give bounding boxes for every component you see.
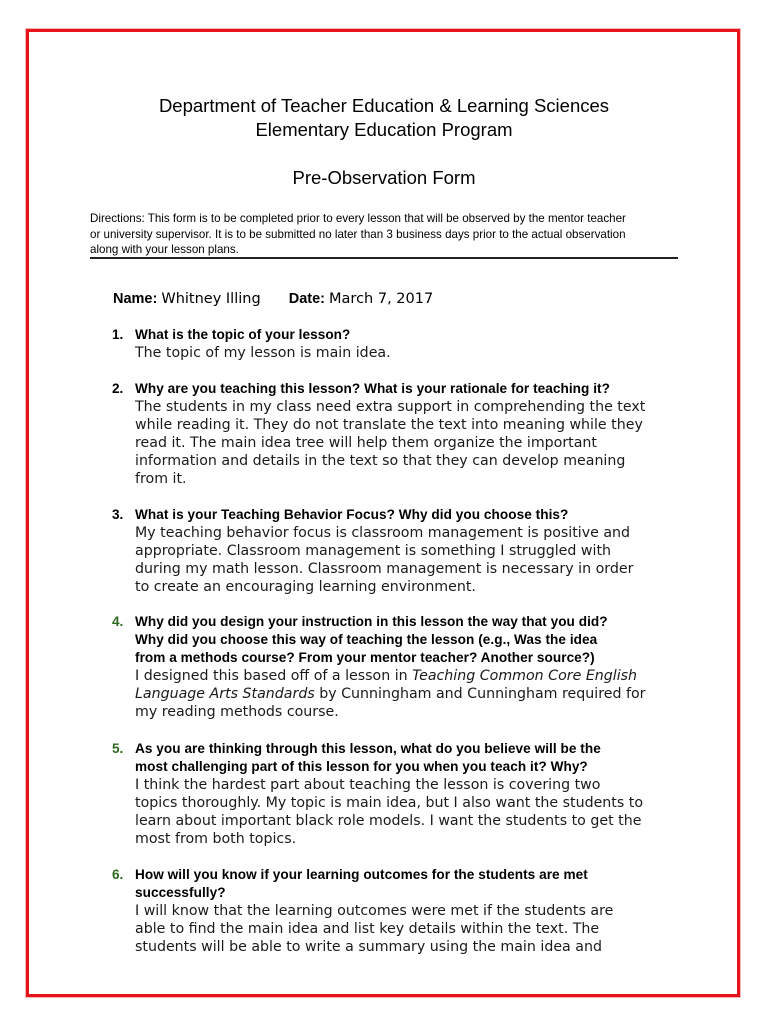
- answer-line: appropriate. Classroom management is something I struggled with: [135, 543, 612, 559]
- question-block-5: [112, 740, 692, 848]
- book-title-italic: Teaching Common Core English: [412, 668, 638, 684]
- question-block-4: [112, 613, 692, 721]
- question-number: 3.: [112, 507, 124, 522]
- form-title: Pre-Observation Form: [292, 167, 476, 188]
- answer-segment: by Cunningham and Cunningham required for: [314, 686, 646, 702]
- question-number: 1.: [112, 327, 124, 342]
- name-date-row: [113, 290, 433, 308]
- question-number: 6.: [112, 867, 124, 882]
- question-text: [135, 326, 692, 344]
- answer-segment: I designed this based off of a lesson in: [135, 668, 413, 684]
- answer-line: topics thoroughly. My topic is main idea, but I also want the students to: [135, 795, 644, 811]
- answer-line: [135, 667, 692, 685]
- header-divider: [90, 257, 678, 259]
- question-text: [135, 866, 692, 902]
- answer-line: My teaching behavior focus is classroom management is positive and: [135, 525, 631, 541]
- question-text: [135, 740, 692, 776]
- question-line: most challenging part of this lesson for you when you teach it? Why?: [135, 759, 588, 774]
- directions-line: Directions: This form is to be completed prior to every lesson that will be observed by the mentor teacher: [90, 212, 626, 225]
- answer-text: [135, 902, 692, 956]
- answer-line: during my math lesson. Classroom management is necessary in order: [135, 561, 634, 577]
- answer-line: The students in my class need extra support in comprehending the text: [135, 399, 646, 415]
- answer-line: information and details in the text so that they can develop meaning: [135, 453, 626, 469]
- answer-line: most from both topics.: [135, 831, 297, 847]
- answer-line: from it.: [135, 471, 187, 487]
- question-block-1: [112, 326, 692, 362]
- question-line: Why are you teaching this lesson? What is your rationale for teaching it?: [135, 381, 610, 396]
- answer-line: read it. The main idea tree will help them organize the important: [135, 435, 597, 451]
- question-block-3: [112, 506, 692, 596]
- book-title-italic: Language Arts Standards: [135, 686, 315, 702]
- answer-line: learn about important black role models. I want the students to get the: [135, 813, 642, 829]
- question-text: [135, 613, 692, 667]
- directions-text: [90, 211, 680, 258]
- answer-line: to create an encouraging learning environment.: [135, 579, 476, 595]
- question-line: successfully?: [135, 885, 226, 900]
- question-line: Why did you choose this way of teaching the lesson (e.g., Was the idea: [135, 632, 598, 647]
- directions-line: or university supervisor. It is to be submitted no later than 3 business days prior to the actual observation: [90, 227, 626, 241]
- answer-line: able to find the main idea and list key details within the text. The: [135, 921, 600, 937]
- program-title: Elementary Education Program: [255, 119, 513, 140]
- question-text: [135, 506, 692, 524]
- date-value: March 7, 2017: [329, 291, 434, 307]
- answer-line: while reading it. They do not translate the text into meaning while they: [135, 417, 643, 433]
- question-block-2: [112, 380, 692, 488]
- question-line: from a methods course? From your mentor teacher? Another source?): [135, 650, 595, 665]
- question-text: [135, 380, 692, 398]
- answer-text: [135, 776, 692, 848]
- answer-line: my reading methods course.: [135, 704, 339, 720]
- question-line: What is your Teaching Behavior Focus? Why did you choose this?: [135, 507, 569, 522]
- answer-text: [135, 398, 692, 488]
- answer-line: I think the hardest part about teaching the lesson is covering two: [135, 777, 601, 793]
- question-line: As you are thinking through this lesson, what do you believe will be the: [135, 741, 601, 756]
- question-block-6: [112, 866, 692, 956]
- question-line: What is the topic of your lesson?: [135, 327, 351, 342]
- question-number: 2.: [112, 381, 124, 396]
- answer-text: [135, 667, 692, 721]
- date-label: Date:: [288, 291, 325, 307]
- question-number: 5.: [112, 741, 124, 756]
- question-number: 4.: [112, 614, 124, 629]
- answer-line: [135, 685, 692, 703]
- answer-text: [135, 524, 692, 596]
- name-label: Name:: [113, 291, 158, 307]
- department-title: Department of Teacher Education & Learning Sciences: [158, 95, 610, 116]
- answer-line: The topic of my lesson is main idea.: [135, 345, 391, 361]
- answer-text: [135, 344, 692, 362]
- directions-line: along with your lesson plans.: [90, 243, 239, 256]
- answer-line: I will know that the learning outcomes were met if the students are: [135, 903, 614, 919]
- name-value: Whitney Illing: [161, 291, 261, 307]
- question-line: How will you know if your learning outcomes for the students are met: [135, 867, 588, 882]
- answer-line: students will be able to write a summary using the main idea and: [135, 939, 602, 955]
- question-line: Why did you design your instruction in this lesson the way that you did?: [135, 614, 608, 629]
